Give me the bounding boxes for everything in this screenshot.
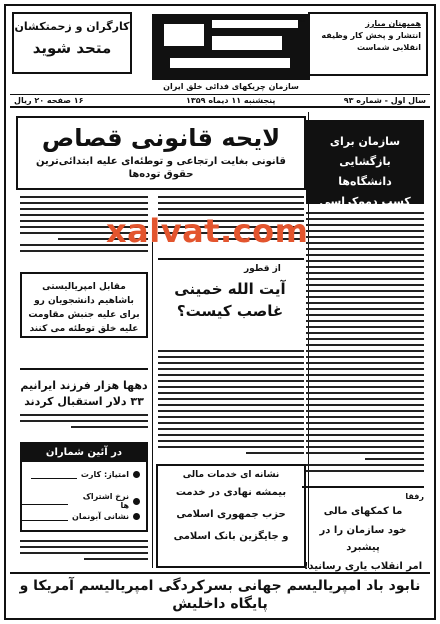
dateline-bar [10,94,430,108]
watermark-text: xalvat.com [106,212,309,250]
subscription-header: در آئین شماران [22,444,146,462]
imperialism-line-2: باشاهیم دانشجویان رو [34,296,134,306]
invite-line-2: دانشگاه‌ها [338,175,392,188]
imperialism-line-4: علیه خلق توطئه می کنند [29,324,139,334]
services-line-2: حزب جمهوری اسلامی [176,509,286,520]
ayatollah-title-2: غاصب کیست؟ [176,302,284,320]
section-divider [158,258,304,260]
bullet-icon [133,498,140,505]
article-text-block [20,414,148,432]
imperialism-line-3: برای علیه جنبش مقاومت [28,310,140,320]
masthead-slogan-box [12,12,132,74]
pages-price: ۱۶ صفحه ۲۰ ریال [14,96,84,105]
reopen-universities-box [306,120,424,208]
newspaper-logo [152,14,310,80]
subscription-box [20,442,148,532]
lead-headline: لایحه قانونی قصاص [41,124,281,152]
dollar-line-1: دهها هزار فرزند ایرانیم [20,379,148,392]
services-line-3: و جایگزین بانک اسلامی [173,531,289,542]
subscription-item: نرخ اشتراک ها [22,492,140,510]
subscription-item: امتیاز: کارت [31,470,140,479]
invite-line-3: کسب دموکراسی [319,195,411,208]
lead-subhead-2: حقوق توده‌ها [128,169,194,180]
financial-aid-headline [302,492,424,575]
bank-line-3: امر انقلاب یاری رسانید! [303,561,423,572]
notice-title: همیهنان مبارز [365,19,421,28]
section-divider [20,368,148,370]
issue-date: پنجشنبه ۱۱ دیماه ۱۳۵۹ [186,96,276,105]
ayatollah-headline [160,280,300,320]
services-line-1: بیمشه نهادی در خدمت [175,487,287,498]
bullet-icon [133,471,140,478]
financial-services-box [156,464,306,568]
bottom-banner [10,572,430,618]
bank-kicker: رفقا [405,492,424,501]
bullet-icon [133,513,140,520]
services-kicker: نشانه ای خدمات مالی [182,470,280,480]
column-rule [152,242,153,568]
lead-headline-box [16,116,306,190]
dollar-headline [20,378,148,410]
banner-line-2: پایگاه داخلیش [172,596,268,612]
section-divider [302,486,424,488]
bank-line-1: ما کمکهای مالی [323,506,403,517]
ayatollah-kicker: از قطور [244,264,281,274]
dollar-line-2: ۳۳ دلار استقبال کردند [24,395,144,408]
banner-line-1: نابود باد امپریالیسم جهانی بسرکردگی امپریالیسم آمریکا و [19,578,421,594]
bank-line-2: خود سازمان را در پیشبرد [319,525,407,553]
slogan-line-2: متحد شوید [32,39,112,57]
article-text-block [306,212,424,476]
article-text-block [158,350,304,458]
newspaper-front-page [4,4,436,620]
subscription-item: نشانی آبونمان [22,512,140,521]
invite-line-1: سازمان برای بازگشایی [329,135,401,168]
imperialism-box [20,272,148,338]
notice-body: انتشار و پخش کار وظیفه انقلابی شماست [321,31,421,52]
lead-subhead-1: قانونی بغایت ارتجاعی و توطئه‌ای علیه ابتدائی‌ترین [36,156,286,167]
notice-corner: ۵ [300,15,305,24]
imperialism-line-1: مقابل امپریالیستی [42,282,126,292]
masthead-notice-box [300,12,428,76]
ayatollah-title-1: آیت الله خمینی [174,280,286,298]
organization-name: سازمان چریکهای فدائی خلق ایران [163,82,299,91]
slogan-line-1: کارگران و زحمتکشان [14,20,130,33]
article-text-block [20,540,148,564]
issue-number: سال اول - شماره ۹۳ [343,96,426,105]
